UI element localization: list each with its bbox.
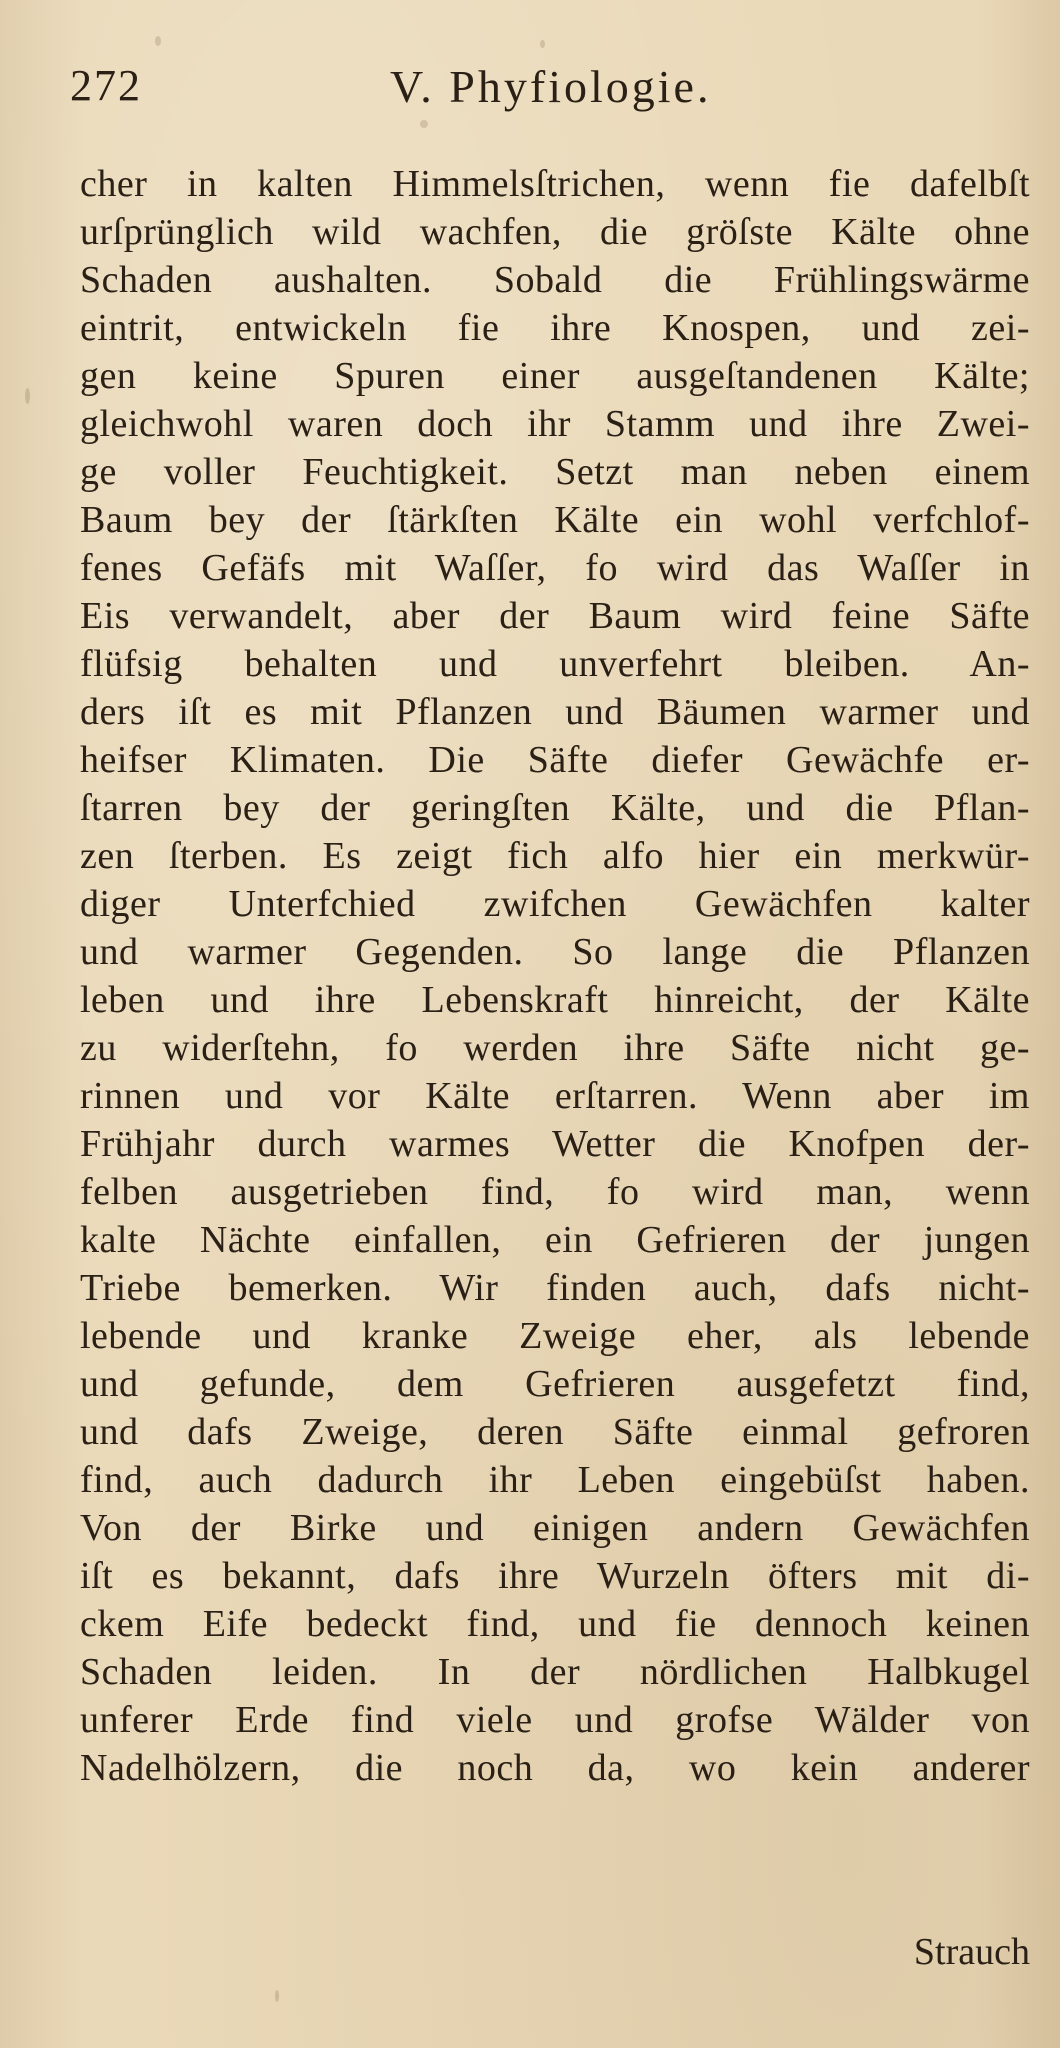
body-text: [80, 160, 1030, 1792]
text-line: Frühjahr durch warmes Wetter die Knofpen der-: [80, 1123, 1030, 1165]
text-line: heifser Klimaten. Die Säfte diefer Gewächfe er-: [80, 739, 1030, 781]
text-line: find, auch dadurch ihr Leben eingebüſst haben.: [80, 1459, 1030, 1501]
text-line: iſt es bekannt, dafs ihre Wurzeln öfters mit di-: [80, 1555, 1030, 1597]
text-line: Baum bey der ſtärkſten Kälte ein wohl verfchlof-: [80, 499, 1030, 541]
text-line: eintrit, entwickeln fie ihre Knospen, und zei-: [80, 307, 1030, 349]
text-line: leben und ihre Lebenskraft hinreicht, der Kälte: [80, 979, 1030, 1021]
text-line: und gefunde, dem Gefrieren ausgefetzt find,: [80, 1363, 1030, 1405]
text-line: fenes Gefäfs mit Waſſer, fo wird das Waſſer in: [80, 547, 1030, 589]
running-head-title: V. Phyfiologie.: [390, 61, 712, 112]
running-head: [70, 60, 1030, 130]
paper-stain: [25, 388, 30, 404]
text-line: zu widerſtehn, fo werden ihre Säfte nicht ge-: [80, 1027, 1030, 1069]
text-line: ckem Eife bedeckt find, und fie dennoch keinen: [80, 1603, 1030, 1645]
text-line: lebende und kranke Zweige eher, als lebende: [80, 1315, 1030, 1357]
text-line: Eis verwandelt, aber der Baum wird feine Säfte: [80, 595, 1030, 637]
paper-stain: [540, 40, 545, 48]
text-line: cher in kalten Himmelsſtrichen, wenn fie dafelbſt: [80, 163, 1030, 205]
text-line: Schaden aushalten. Sobald die Frühlingswärme: [80, 259, 1030, 301]
text-line: ſtarren bey der geringſten Kälte, und die Pflan-: [80, 787, 1030, 829]
catchword: Strauch: [913, 1931, 1030, 1973]
text-line: Schaden leiden. In der nördlichen Halbkugel: [80, 1651, 1030, 1693]
page-number: 272: [70, 61, 142, 110]
text-line: Triebe bemerken. Wir finden auch, dafs nicht-: [80, 1267, 1030, 1309]
text-line: unferer Erde find viele und grofse Wälder von: [80, 1699, 1030, 1741]
text-line: und dafs Zweige, deren Säfte einmal gefroren: [80, 1411, 1030, 1453]
text-line: gen keine Spuren einer ausgeſtandenen Kälte;: [80, 355, 1030, 397]
text-line: zen ſterben. Es zeigt fich alfo hier ein merkwür-: [80, 835, 1030, 877]
paper-stain: [155, 36, 161, 46]
paper-stain: [275, 1990, 279, 2002]
text-line: Von der Birke und einigen andern Gewächfen: [80, 1507, 1030, 1549]
text-line: und warmer Gegenden. So lange die Pflanzen: [80, 931, 1030, 973]
text-line: flüfsig behalten und unverfehrt bleiben. An-: [80, 643, 1030, 685]
text-line: rinnen und vor Kälte erſtarren. Wenn aber im: [80, 1075, 1030, 1117]
text-line: urſprünglich wild wachfen, die gröſste Kälte ohne: [80, 211, 1030, 253]
text-line: diger Unterfchied zwifchen Gewächfen kalter: [80, 883, 1030, 925]
text-line: ge voller Feuchtigkeit. Setzt man neben einem: [80, 451, 1030, 493]
text-line: kalte Nächte einfallen, ein Gefrieren der jungen: [80, 1219, 1030, 1261]
text-line: Nadelhölzern, die noch da, wo kein anderer: [80, 1747, 1030, 1789]
text-line: felben ausgetrieben find, fo wird man, wenn: [80, 1171, 1030, 1213]
text-line: gleichwohl waren doch ihr Stamm und ihre Zwei-: [80, 403, 1030, 445]
text-line: ders iſt es mit Pflanzen und Bäumen warmer und: [80, 691, 1030, 733]
